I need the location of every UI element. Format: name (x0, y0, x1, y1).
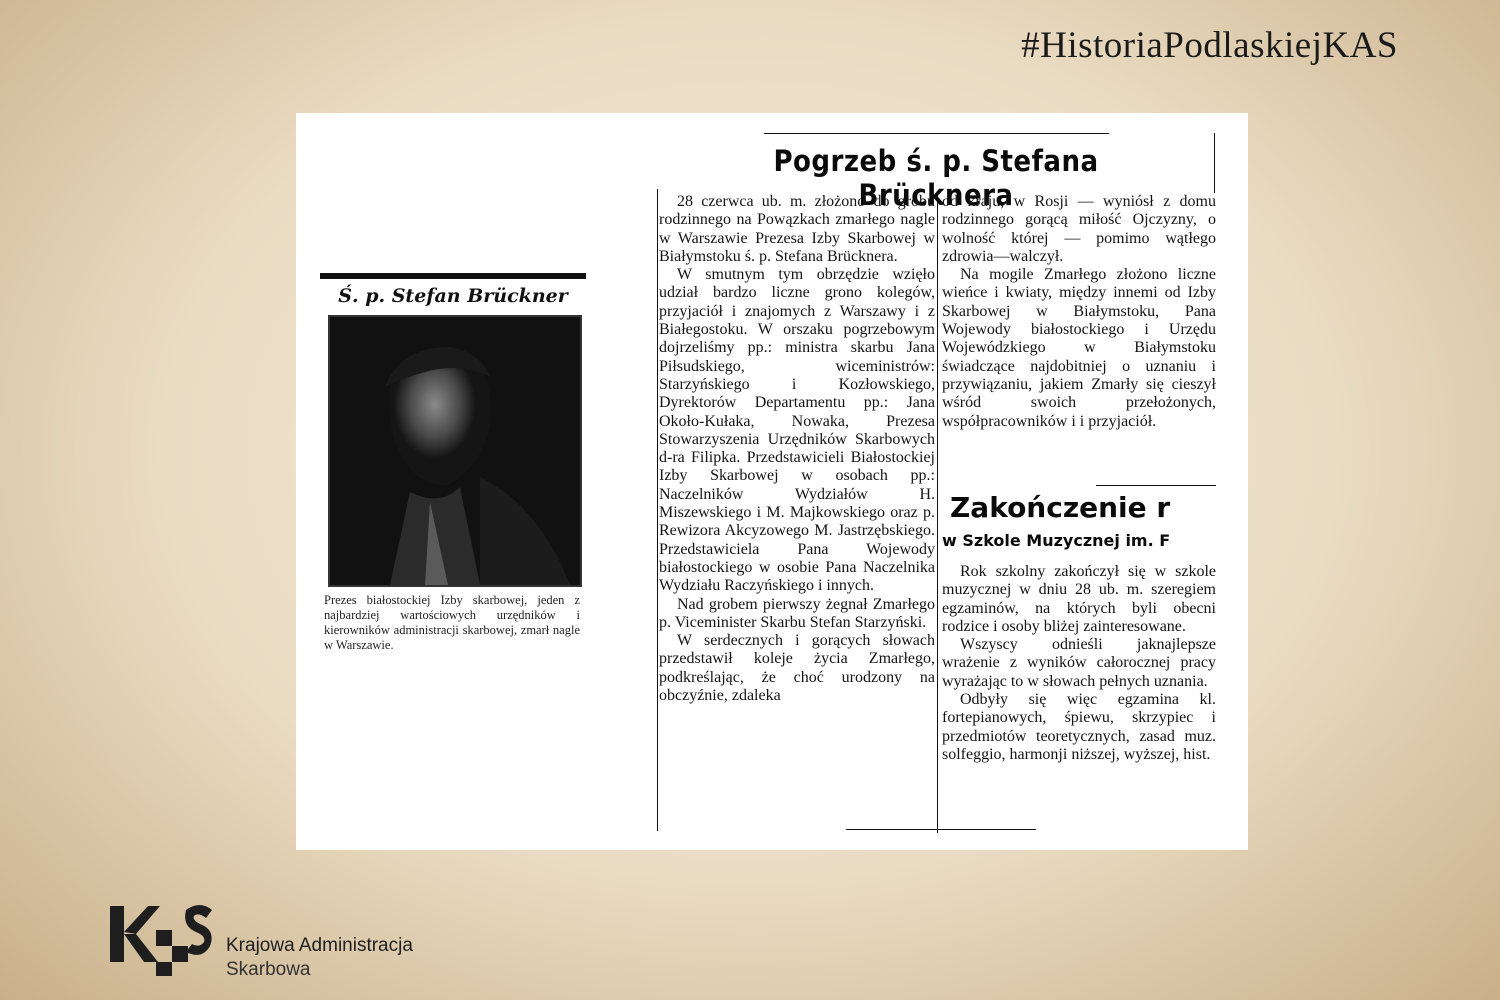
kas-logo (108, 902, 468, 982)
paragraph: Rok szkolny zakończył się w szkole muzycznej w dniu 28 ub. m. szeregiem egzaminów, na których byli obecni rodzice i osoby bliżej zainteresowane. (942, 563, 1216, 635)
paragraph: W serdecznych i gorących słowach przedstawił koleje życia Zmarłego, podkreślając, że choć urodzony na obczyźnie, zdaleka (659, 632, 935, 705)
section-rule (1096, 485, 1216, 486)
portrait-photo (328, 315, 582, 587)
second-article-headline: Zakończenie r (950, 491, 1171, 524)
logo-text-line2: Skarbowa (226, 959, 311, 980)
article-column-3 (942, 563, 1216, 764)
second-article-subheadline: w Szkole Muzycznej im. F (942, 531, 1171, 550)
paragraph: Nad grobem pierwszy żegnał Zmarłego p. Viceminister Skarbu Stefan Starzyński. (659, 595, 935, 631)
column-divider (937, 193, 938, 833)
article-column-1 (659, 193, 935, 705)
column-left-line (657, 189, 658, 831)
paragraph: W smutnym tym obrzędzie wzięło udział bardzo liczne grono kolegów, przyjaciół i znajomych z Warszawy i z Białegostoku. W orszaku pogrzebowym dojrzeliśmy pp.: ministra skarbu Jana Piłsudskiego, wiceministrów: Starzyńskiego i Kozłowskiego, Dyrektorów Departamentu pp.: Jana Około-Kułaka, Nowaka, Prezesa Stowarzyszenia Urzędników Skarbowych d-ra Filipka. Przedstawicieli Białostockiej Izby Skarbowej w osobach pp.: Naczelników Wydziałów H. Miszewskiego i M. Majkowskiego oraz p. Rewizora Akcyzowego M. Jastrzębskiego. Przedstawiciela Pana Wojewody białostockiego w osobie Pana Naczelnika Wydziału Raczyńskiego i innych. (659, 266, 935, 595)
paragraph: Na mogile Zmarłego złożono liczne wieńce i kwiaty, między innemi od Izby Skarbowej w Białymstoku, Pana Wojewody białostockiego i Urzędu Wojewódzkiego w Białymstoku świadczące najdobitniej o uznaniu i przywiązaniu, jakiem Zmarły się cieszył wśród swoich przełożonych, współpracowników i i przyjaciół. (942, 266, 1216, 430)
top-rule (764, 133, 1109, 134)
bottom-rule (846, 829, 1036, 830)
article-headline: Pogrzeb ś. p. Stefana Brücknera (773, 144, 1099, 212)
portrait-silhouette (330, 317, 580, 585)
photo-block (320, 273, 586, 653)
kas-logo-icon (108, 902, 218, 978)
right-edge-line (1214, 133, 1215, 193)
article-column-2 (942, 193, 1216, 431)
paragraph: Wszyscy odnieśli jaknajlepsze wrażenie z wyników całorocznej pracy wyrażając to w słowach pełnych uznania. (942, 636, 1216, 690)
logo-text-line1: Krajowa Administracja (226, 935, 413, 956)
photo-caption: Prezes białostockiej Izby skarbowej, jeden z najbardziej wartościowych urzędników i kierowników administracji skarbowej, zmarł nagle w Warszawie. (324, 593, 580, 652)
paragraph: od kraju, w Rosji — wyniósł z domu rodzinnego gorącą miłość Ojczyzny, o wolność której — pomimo wątłego zdrowia—walczył. (942, 193, 1216, 265)
paragraph: 28 czerwca ub. m. złożono do grobu rodzinnego na Powązkach zmarłego nagle w Warszawie Prezesa Izby Skarbowej w Białymstoku ś. p. Stefana Brücknera. (659, 193, 935, 265)
paragraph: Odbyły się więc egzamina kl. fortepianowych, śpiewu, skrzypiec i przedmiotów teoretycznych, zasad muz. solfeggio, harmonji niższej, wyższej, hist. (942, 691, 1216, 763)
photo-title: Ś. p. Stefan Brückner (320, 273, 586, 307)
newspaper-clipping (296, 113, 1248, 850)
hashtag-title: #HistoriaPodlaskiejKAS (1021, 25, 1398, 66)
